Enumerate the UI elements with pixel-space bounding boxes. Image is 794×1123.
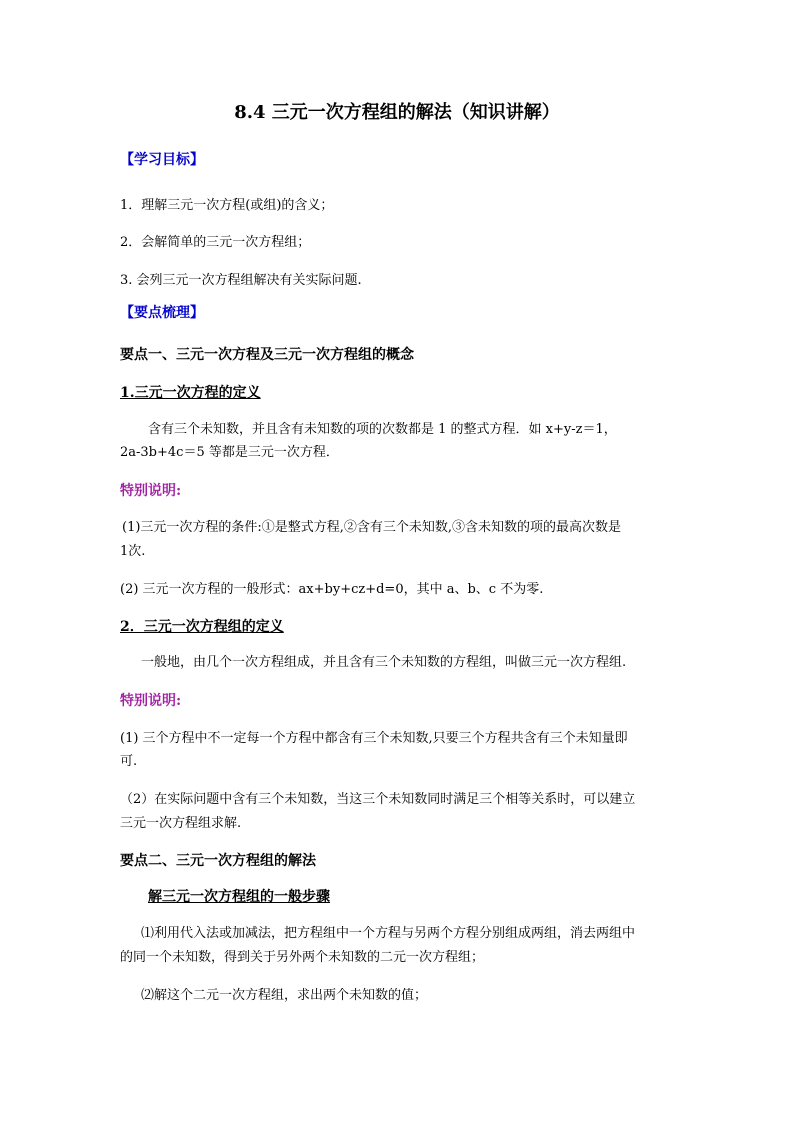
step-two: ⑵解这个二元一次方程组，求出两个未知数的值； [141,988,428,1003]
goal-item-2: 2．会解简单的三元一次方程组； [120,235,311,250]
def2-note2-line1: （2）在实际问题中含有三个未知数，当这三个未知数同时满足三个相等关系时，可以建立 [120,792,636,807]
definition-one-title: 1.三元一次方程的定义 [120,385,261,401]
special-note-label-2: 特别说明: [120,693,182,709]
def1-note2: (2) 三元一次方程的一般形式：ax+by+cz+d=0，其中 a、b、c 不为零. [120,582,544,597]
point-one-title: 要点一、三元一次方程及三元一次方程组的概念 [120,347,414,363]
page-title: 8.4 三元一次方程组的解法（知识讲解） [234,102,560,123]
step-one-line1: ⑴利用代入法或加减法，把方程组中一个方程与另两个方程分别组成两组，消去两组中 [141,926,636,941]
def2-note2-line2: 三元一次方程组求解. [120,816,242,831]
special-note-label-1: 特别说明: [120,483,182,499]
def1-note1-line1: (1)三元一次方程的条件:①是整式方程,②含有三个未知数,③含未知数的项的最高次数是 [122,520,622,535]
def2-note1-line2: 可. [120,754,138,769]
key-points-header: 【要点梳理】 [120,305,204,321]
def1-note1-line2: 1次. [120,544,146,559]
point-two-title: 要点二、三元一次方程组的解法 [120,853,316,869]
learning-goals-header: 【学习目标】 [120,152,204,168]
definition-two-text: 一般地，由几个一次方程组成，并且含有三个未知数的方程组，叫做三元一次方程组. [141,655,627,670]
definition-one-text-line1: 含有三个未知数，并且含有未知数的项的次数都是 1 的整式方程．如 x+y-z＝1， [148,422,617,437]
definition-one-text-line2: 2a-3b+4c＝5 等都是三元一次方程． [120,445,339,460]
definition-two-title: 2．三元一次方程组的定义 [120,619,284,635]
steps-title: 解三元一次方程组的一般步骤 [148,889,330,905]
goal-item-1: 1．理解三元一次方程(或组)的含义； [120,198,334,213]
def2-note1-line1: (1) 三个方程中不一定每一个方程中都含有三个未知数,只要三个方程共含有三个未知量即 [120,731,628,746]
goal-item-3: 3. 会列三元一次方程组解决有关实际问题. [120,273,362,288]
step-one-line2: 的同一个未知数，得到关于另外两个未知数的二元一次方程组； [120,950,485,965]
